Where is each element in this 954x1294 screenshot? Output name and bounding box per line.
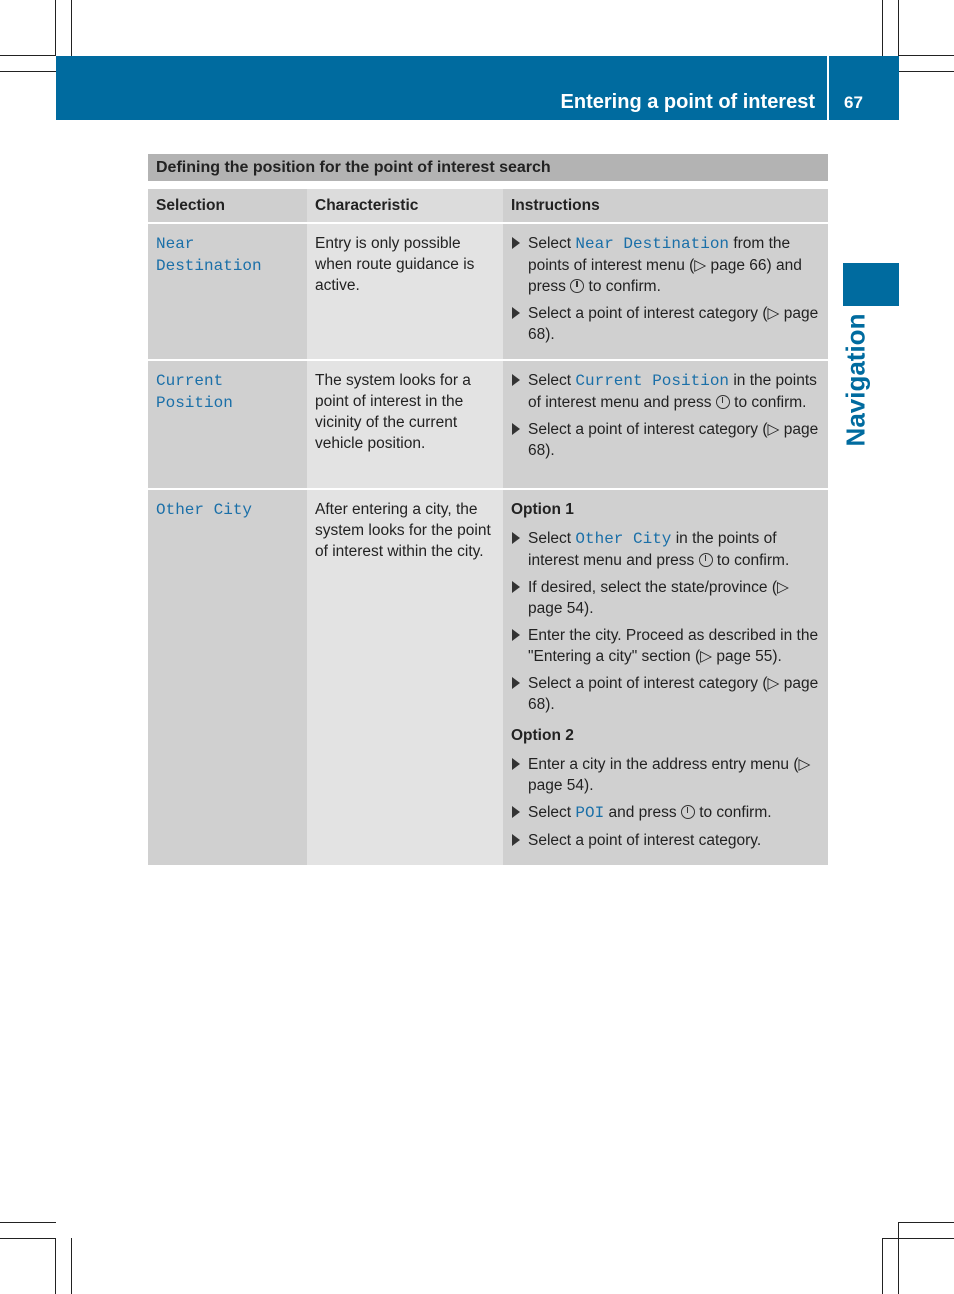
instruction-step — [511, 625, 820, 667]
step-text: to confirm. — [729, 394, 807, 411]
arrow-icon — [512, 237, 520, 249]
crop-mark — [0, 55, 56, 56]
crop-mark — [899, 71, 954, 72]
instruction-step — [511, 802, 820, 824]
arrow-icon — [512, 758, 520, 770]
table-row — [148, 489, 828, 866]
arrow-icon — [512, 834, 520, 846]
page-number: 67 — [844, 93, 863, 112]
page-header — [56, 56, 899, 120]
option-heading: Option 1 — [511, 501, 574, 518]
crop-mark — [898, 0, 899, 56]
menu-item-code: POI — [575, 804, 605, 822]
crop-mark — [0, 1222, 56, 1223]
controller-press-icon — [570, 279, 584, 293]
menu-item-code: Near Destination — [575, 235, 730, 253]
step-text: Select a point of interest category (▷ page 68). — [528, 675, 819, 713]
chapter-label — [836, 313, 876, 447]
page-title: Entering a point of interest — [560, 91, 815, 113]
step-text: Select a point of interest category (▷ page 68). — [528, 305, 819, 343]
instruction-step — [511, 303, 820, 345]
chapter-label-text: Navigation — [840, 313, 871, 447]
arrow-icon — [512, 629, 520, 641]
header-selection: Selection — [148, 189, 307, 223]
step-text: If desired, select the state/province (▷ page 54). — [528, 579, 789, 617]
crop-mark — [882, 1238, 954, 1239]
header-divider — [827, 56, 829, 120]
crop-mark — [899, 1222, 954, 1223]
step-text: Select — [528, 530, 576, 547]
table-row — [148, 223, 828, 360]
crop-mark — [71, 0, 72, 56]
step-text: to confirm. — [694, 804, 772, 821]
menu-item-other-city: Other City — [156, 501, 253, 519]
menu-item-current-position: Current Position — [156, 372, 233, 412]
step-text: to confirm. — [712, 552, 790, 569]
instruction-step — [511, 754, 820, 796]
crop-mark — [882, 1238, 883, 1294]
selection-cell — [148, 360, 307, 489]
instruction-step — [511, 419, 820, 461]
crop-mark — [899, 55, 954, 56]
arrow-icon — [512, 423, 520, 435]
instruction-step — [511, 577, 820, 619]
step-text: Enter a city in the address entry menu (▷ page 54). — [528, 756, 811, 794]
characteristic-cell: The system looks for a point of interest in the vicinity of the current vehicle position. — [307, 360, 503, 489]
instruction-step — [511, 528, 820, 571]
arrow-icon — [512, 374, 520, 386]
option-heading: Option 2 — [511, 727, 574, 744]
step-text: in the points of interest menu and press — [528, 372, 817, 411]
crop-mark — [71, 1238, 72, 1294]
menu-item-code: Current Position — [575, 372, 730, 390]
menu-item-code: Other City — [575, 530, 672, 548]
arrow-icon — [512, 806, 520, 818]
menu-item-near-destination: Near Destination — [156, 235, 262, 275]
characteristic-cell: After entering a city, the system looks for the point of interest within the city. — [307, 489, 503, 866]
poi-position-table — [148, 189, 828, 867]
table-header-row — [148, 189, 828, 223]
instructions-cell — [503, 489, 828, 866]
step-text: Select — [528, 804, 576, 821]
selection-cell — [148, 489, 307, 866]
instructions-cell — [503, 223, 828, 360]
step-text: to confirm. — [584, 278, 661, 295]
section-title: Defining the position for the point of interest search — [148, 154, 828, 181]
step-text: Select a point of interest category (▷ page 68). — [528, 421, 819, 459]
step-text: Enter the city. Proceed as described in the "Entering a city" section (▷ page 55). — [528, 627, 819, 665]
controller-press-icon — [699, 553, 713, 567]
arrow-icon — [512, 307, 520, 319]
arrow-icon — [512, 532, 520, 544]
step-text: from the points of interest menu (▷ page 66) and press — [528, 235, 802, 295]
instruction-step — [511, 233, 820, 297]
step-text: Select a point of interest category. — [528, 832, 762, 849]
instructions-cell — [503, 360, 828, 489]
controller-press-icon — [716, 395, 730, 409]
step-text: Select — [528, 372, 576, 389]
header-characteristic: Characteristic — [307, 189, 503, 223]
arrow-icon — [512, 581, 520, 593]
crop-mark — [882, 0, 883, 56]
step-text: Select — [528, 235, 576, 252]
crop-mark — [55, 1238, 56, 1294]
step-text: and press — [604, 804, 681, 821]
crop-mark — [55, 0, 56, 56]
characteristic-cell: Entry is only possible when route guidance is active. — [307, 223, 503, 360]
crop-mark — [0, 71, 56, 72]
instruction-step — [511, 830, 820, 851]
header-instructions: Instructions — [503, 189, 828, 223]
arrow-icon — [512, 677, 520, 689]
instruction-step — [511, 370, 820, 413]
chapter-tab — [843, 263, 899, 306]
table-row — [148, 360, 828, 489]
selection-cell — [148, 223, 307, 360]
controller-press-icon — [681, 805, 695, 819]
instruction-step — [511, 673, 820, 715]
step-text: in the points of interest menu and press — [528, 530, 777, 569]
crop-mark — [898, 1222, 899, 1294]
crop-mark — [0, 1238, 56, 1239]
